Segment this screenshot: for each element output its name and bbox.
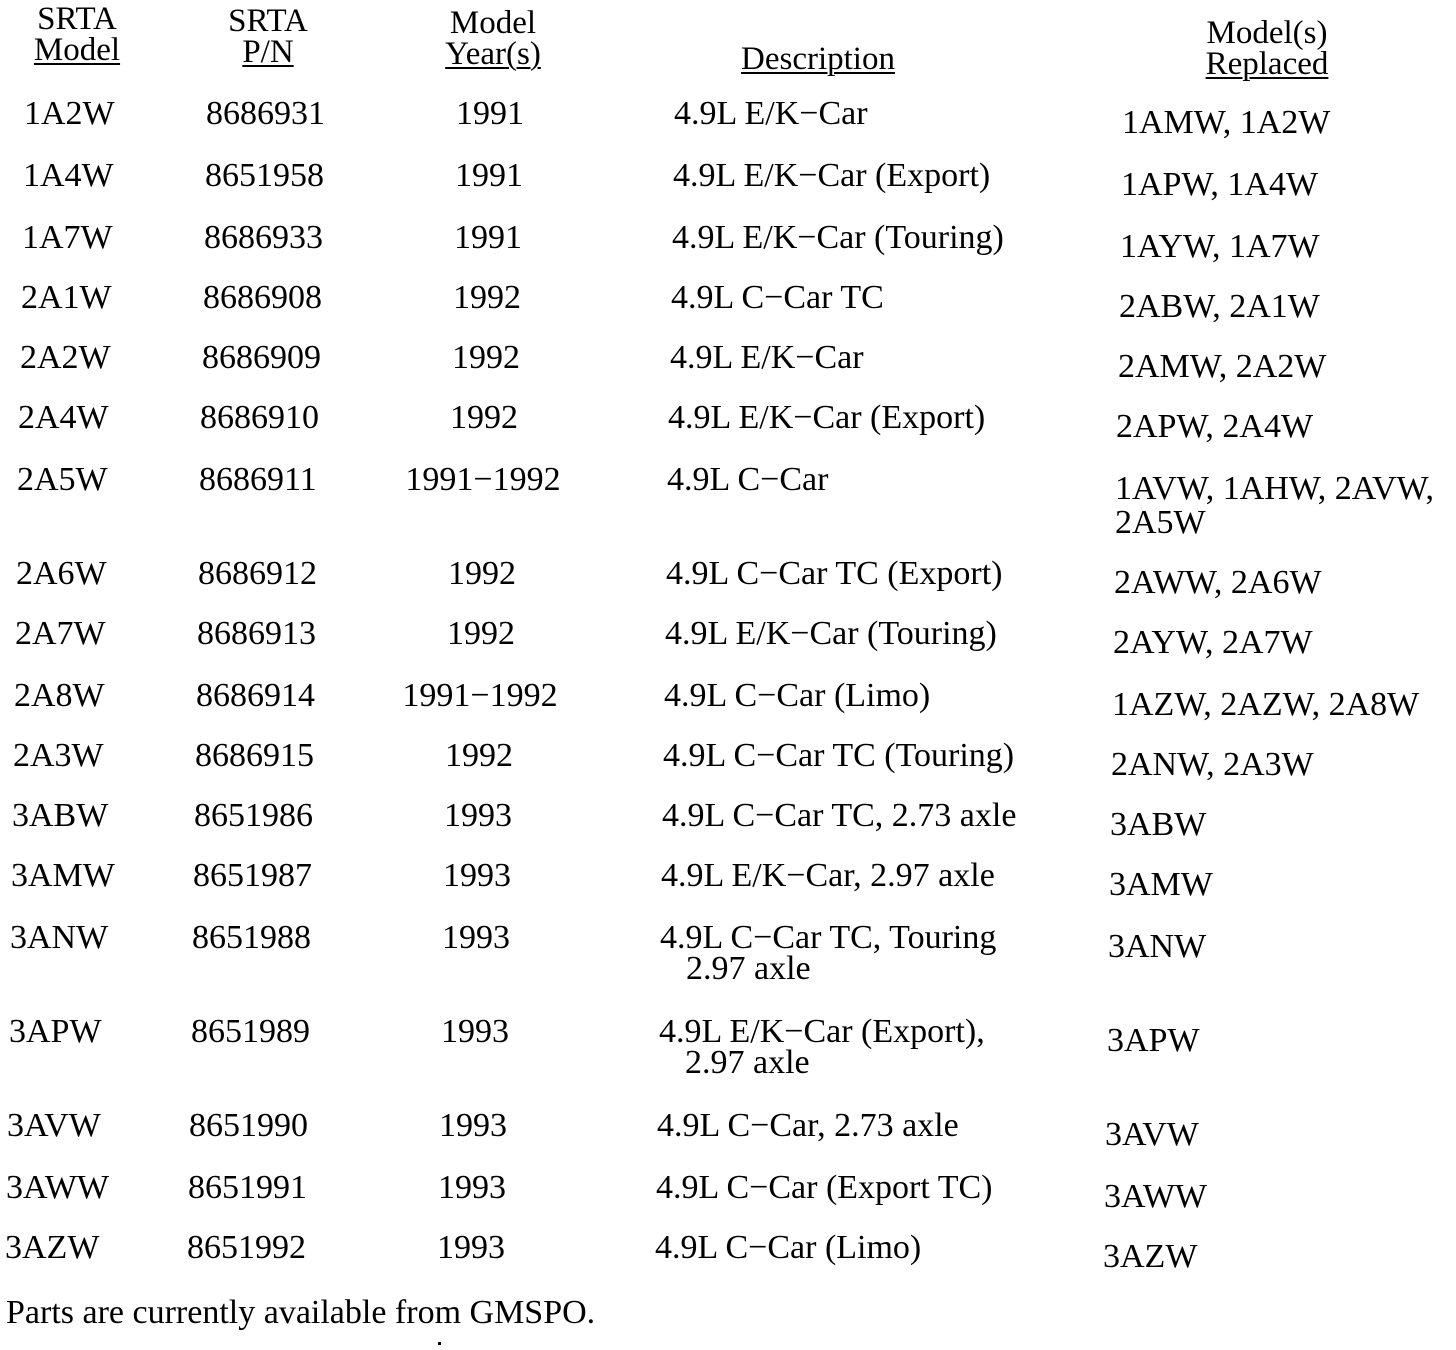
row-description [657,1107,959,1144]
row-model-years: 1993 [439,1107,507,1144]
row-models-replaced: 1AZW, 2AZW, 2A8W [1112,686,1420,723]
row-part-number: 8686910 [200,399,319,436]
row-model-years: 1992 [453,279,521,316]
row-description-line: 4.9L C−Car TC, 2.73 axle [662,797,1017,834]
row-model-years: 1993 [444,797,512,834]
row-description-line: 4.9L C−Car TC (Touring) [663,737,1015,774]
row-model-years: 1991 [454,219,522,256]
row-description-line: 4.9L E/K−Car [674,95,868,132]
row-part-number: 8651988 [192,919,311,956]
header-models-replaced-line1: Model(s) [1206,15,1328,51]
row-models-replaced: 1APW, 1A4W [1121,166,1319,203]
row-model: 1A4W [23,157,114,194]
row-description [656,1169,993,1206]
row-model: 1A7W [22,219,113,256]
row-part-number: 8686911 [199,461,317,498]
row-model: 2A1W [21,279,112,316]
header-model-years [420,5,566,72]
row-part-number: 8686908 [203,279,322,316]
row-model-years: 1991−1992 [405,461,561,498]
row-model: 2A2W [20,339,111,376]
row-description [662,797,1017,834]
row-model-years: 1992 [452,339,520,376]
row-part-number: 8651989 [191,1013,310,1050]
row-models-replaced: 3AWW [1104,1178,1208,1215]
row-model: 1A2W [24,95,115,132]
row-model: 3AWW [6,1169,110,1206]
row-description-continuation: 2.97 axle [685,1044,810,1081]
row-description-line: 4.9L C−Car TC, Touring [660,919,997,956]
row-description-line: 4.9L C−Car [667,461,829,498]
row-description-line: 4.9L C−Car, 2.73 axle [657,1107,959,1144]
row-description-line: 4.9L E/K−Car (Touring) [665,615,997,652]
row-part-number: 8686909 [202,339,321,376]
row-description-line: 4.9L E/K−Car (Touring) [672,219,1004,256]
row-part-number: 8686931 [206,95,325,132]
row-description [660,919,997,987]
row-description-continuation: 2.97 axle [686,950,811,987]
row-part-number: 8686914 [196,677,315,714]
row-description-line: 4.9L C−Car (Limo) [664,677,931,714]
row-models-replaced: 3AVW [1105,1116,1199,1153]
header-model-years-line1: Model [449,5,537,41]
row-part-number: 8651958 [205,157,324,194]
row-models-replaced: 2AWW, 2A6W [1114,564,1322,601]
row-models-replaced: 2ANW, 2A3W [1111,746,1314,783]
row-description-line: 4.9L E/K−Car, 2.97 axle [661,857,995,894]
row-description [665,615,997,652]
row-model-years: 1993 [441,1013,509,1050]
row-description [666,555,1003,592]
row-model: 3APW [9,1013,102,1050]
row-description [671,279,884,316]
row-model: 3AZW [5,1229,100,1266]
row-model: 3ANW [10,919,109,956]
row-part-number: 8686913 [197,615,316,652]
row-model: 2A8W [14,677,105,714]
row-models-replaced: 1AYW, 1A7W [1120,228,1320,265]
row-models-replaced: 2AMW, 2A2W [1118,348,1327,385]
row-model-years: 1991 [456,95,524,132]
row-description [663,737,1015,774]
header-srta-model-line2: Model [33,32,121,68]
row-model: 2A3W [13,737,104,774]
row-models-replaced: 3AMW [1109,866,1213,903]
row-model-years: 1992 [448,555,516,592]
scan-speck [438,1342,441,1345]
header-srta-pn-line1: SRTA [228,3,308,39]
row-part-number: 8686933 [204,219,323,256]
row-description-line: 4.9L C−Car TC [671,279,884,316]
row-model: 3AVW [7,1107,101,1144]
row-part-number: 8651991 [188,1169,307,1206]
row-description-line: 4.9L C−Car TC (Export) [666,555,1003,592]
header-srta-pn [210,3,326,70]
row-models-replaced: 3ANW [1108,928,1207,965]
header-model-years-line2: Year(s) [445,36,541,72]
row-model-years: 1991−1992 [402,677,558,714]
row-models-replaced: 3APW [1107,1022,1200,1059]
row-part-number: 8651987 [193,857,312,894]
row-description-line: 4.9L C−Car (Limo) [655,1229,922,1266]
row-description [670,339,864,376]
row-model: 3AMW [11,857,115,894]
row-model: 2A6W [16,555,107,592]
row-model-years: 1992 [445,737,513,774]
row-model-years: 1993 [443,857,511,894]
row-model-years: 1993 [437,1229,505,1266]
row-models-replaced: 2ABW, 2A1W [1119,288,1320,325]
row-description [655,1229,922,1266]
row-model-years: 1992 [450,399,518,436]
row-description [667,461,829,498]
row-model-years: 1993 [438,1169,506,1206]
row-model-years: 1991 [455,157,523,194]
row-description-line: 4.9L E/K−Car (Export) [668,399,986,436]
row-model-years: 1992 [447,615,515,652]
row-description [661,857,995,894]
row-description [672,219,1004,256]
row-models-replaced: 2AYW, 2A7W [1113,624,1313,661]
row-models-replaced: 1AVW, 1AHW, 2AVW, 2A5W [1115,470,1434,541]
row-models-replaced: 2APW, 2A4W [1116,408,1314,445]
header-srta-pn-line2: P/N [242,34,294,70]
row-part-number: 8651990 [189,1107,308,1144]
row-part-number: 8651986 [194,797,313,834]
row-part-number: 8651992 [187,1229,306,1266]
row-description [673,157,991,194]
header-description-line1: Description [741,41,895,77]
row-model-years: 1993 [442,919,510,956]
row-part-number: 8686915 [195,737,314,774]
row-models-replaced: 3ABW [1110,806,1207,843]
row-model: 3ABW [12,797,109,834]
row-description-line: 4.9L E/K−Car (Export), [659,1013,985,1050]
row-models-replaced: 1AMW, 1A2W [1122,104,1331,141]
row-part-number: 8686912 [198,555,317,592]
row-description [674,95,868,132]
row-description [668,399,986,436]
header-models-replaced-line2: Replaced [1205,46,1329,82]
row-description-line: 4.9L E/K−Car [670,339,864,376]
row-model: 2A5W [17,461,108,498]
header-srta-model [22,1,132,68]
header-description [716,41,920,77]
header-srta-model-line1: SRTA [37,1,117,37]
row-model: 2A4W [18,399,109,436]
row-description-line: 4.9L E/K−Car (Export) [673,157,991,194]
row-description-line: 4.9L C−Car (Export TC) [656,1169,993,1206]
row-model: 2A7W [15,615,106,652]
row-models-replaced: 3AZW [1103,1238,1198,1275]
row-description [659,1013,985,1081]
footnote: Parts are currently available from GMSPO. [6,1294,596,1331]
header-models-replaced [1180,15,1354,82]
row-description [664,677,931,714]
